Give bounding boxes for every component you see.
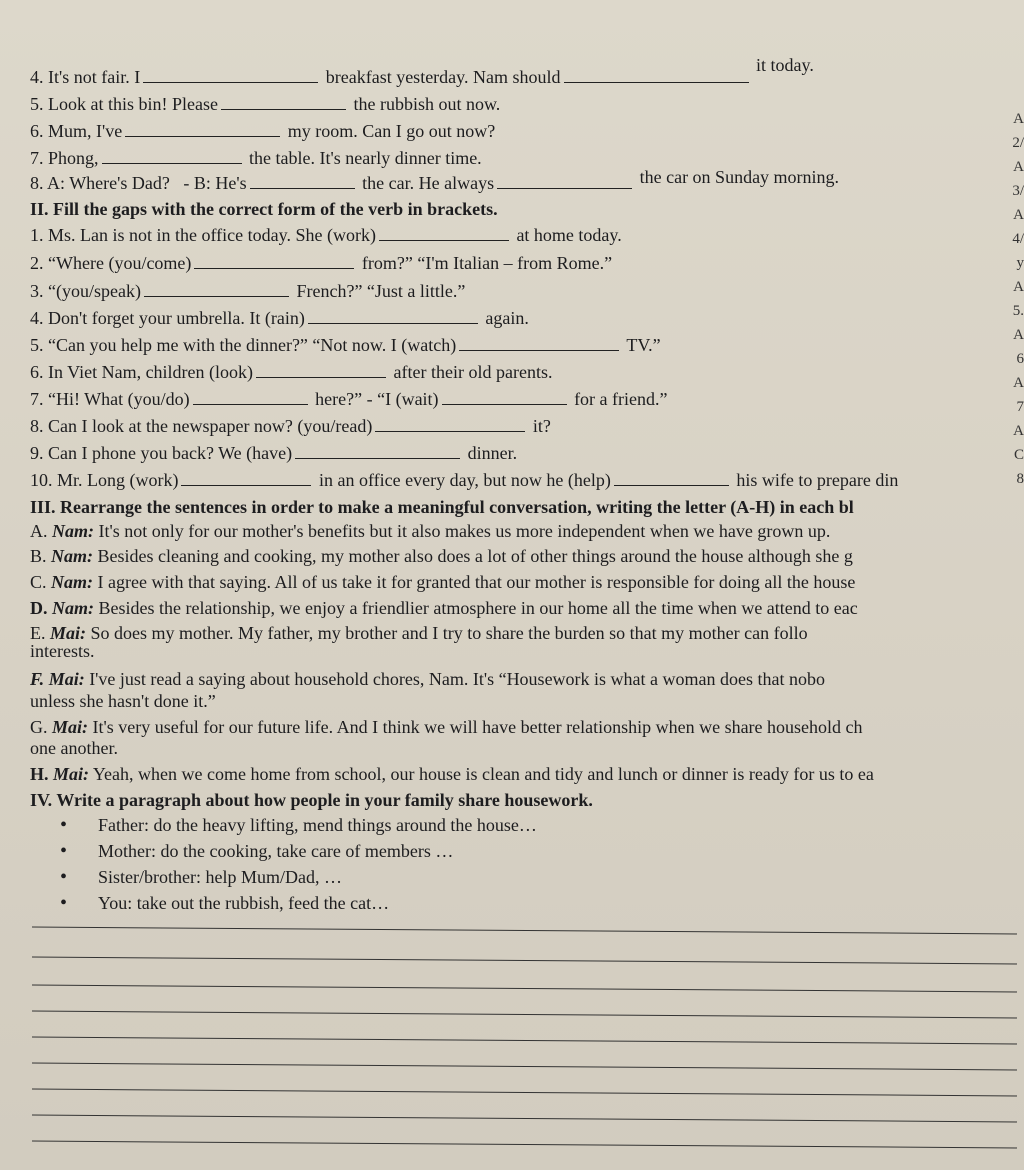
conversation-line-e-cont: interests. — [30, 641, 95, 661]
writing-line[interactable] — [32, 957, 1017, 965]
conversation-line-a: A. Nam: It's not only for our mother's benefits but it also makes us more independent when we have grown up. — [30, 521, 831, 541]
margin-letter: 7 — [1016, 399, 1024, 415]
exercise-2-item-1: 1. Ms. Lan is not in the office today. She (work) at home today. — [30, 225, 622, 245]
section-4-title: IV. Write a paragraph about how people in your family share housework. — [30, 790, 593, 810]
exercise-1-item-8: 8. A: Where's Dad? - B: He's the car. He always the car on Sunday morning. — [30, 167, 840, 193]
writing-line[interactable] — [32, 1063, 1017, 1071]
exercise-1-item-5: 5. Look at this bin! Please the rubbish out now. — [30, 94, 501, 114]
exercise-1-item-7: 7. Phong, the table. It's nearly dinner time. — [30, 148, 482, 168]
exercise-2-item-5: 5. “Can you help me with the dinner?” “Not now. I (watch) TV.” — [30, 335, 661, 355]
exercise-2-item-4: 4. Don't forget your umbrella. It (rain) again. — [30, 308, 529, 328]
margin-letter: 3/ — [1012, 183, 1024, 199]
conversation-line-d: D. Nam: Besides the relationship, we enjoy a friendlier atmosphere in our home all the time when we attend to eac — [30, 598, 858, 618]
margin-letter: 2/ — [1012, 135, 1024, 151]
exercise-2-item-6: 6. In Viet Nam, children (look) after their old parents. — [30, 362, 553, 382]
exercise-2-item-9: 9. Can I phone you back? We (have) dinner. — [30, 443, 518, 463]
answer-blank[interactable] — [250, 174, 355, 189]
answer-blank[interactable] — [102, 149, 242, 164]
margin-letter: 6 — [1016, 351, 1024, 367]
margin-letter: 8 — [1016, 471, 1024, 487]
answer-blank[interactable] — [181, 471, 311, 486]
exercise-2-item-8: 8. Can I look at the newspaper now? (you/read) it? — [30, 416, 551, 436]
hint-list — [60, 812, 960, 916]
margin-letter: A — [1013, 375, 1024, 391]
conversation-line-e: E. Mai: So does my mother. My father, my brother and I try to share the burden so that my mother can follo — [30, 623, 808, 643]
answer-blank[interactable] — [295, 444, 460, 459]
exercise-1-item-6: 6. Mum, I've my room. Can I go out now? — [30, 121, 496, 141]
answer-blank[interactable] — [379, 226, 509, 241]
answer-blank[interactable] — [442, 390, 567, 405]
conversation-line-f: F. Mai: I've just read a saying about household chores, Nam. It's “Housework is what a woman does that nobo — [30, 669, 826, 689]
answer-blank[interactable] — [221, 95, 346, 110]
conversation-line-b: B. Nam: Besides cleaning and cooking, my mother also does a lot of other things around the house although she g — [30, 546, 853, 566]
writing-line[interactable] — [32, 1141, 1017, 1149]
answer-blank[interactable] — [144, 282, 289, 297]
hint-item: • Sister/brother: help Mum/Dad, … — [60, 864, 960, 890]
conversation-line-c: C. Nam: I agree with that saying. All of us take it for granted that our mother is responsible for doing all the house — [30, 572, 856, 592]
answer-blank[interactable] — [497, 174, 632, 189]
writing-line[interactable] — [32, 1115, 1017, 1123]
answer-blank[interactable] — [614, 471, 729, 486]
exercise-2-item-10: 10. Mr. Long (work) in an office every day, but now he (help) his wife to prepare din — [30, 470, 899, 490]
margin-letter: y — [1016, 255, 1024, 271]
answer-blank[interactable] — [193, 390, 308, 405]
section-3-title: III. Rearrange the sentences in order to make a meaningful conversation, writing the letter (A-H) in each bl — [30, 497, 854, 517]
answer-blank[interactable] — [143, 68, 318, 83]
exercise-2-item-7: 7. “Hi! What (you/do) here?” - “I (wait) for a friend.” — [30, 389, 668, 409]
exercise-2-item-3: 3. “(you/speak) French?” “Just a little.” — [30, 281, 466, 301]
writing-line[interactable] — [32, 1011, 1017, 1019]
margin-letter: A — [1013, 327, 1024, 343]
margin-letter: A — [1013, 111, 1024, 127]
exercise-1-item-4: 4. It's not fair. I breakfast yesterday. Nam should it today. — [30, 55, 814, 87]
section-2-title: II. Fill the gaps with the correct form of the verb in brackets. — [30, 199, 498, 219]
conversation-line-h: H. Mai: Yeah, when we come home from school, our house is clean and tidy and lunch or dinner is ready for us to ea — [30, 764, 874, 784]
answer-blank[interactable] — [375, 417, 525, 432]
answer-blank[interactable] — [564, 68, 749, 83]
margin-letter: 4/ — [1012, 231, 1024, 247]
adjacent-page-edge — [1010, 100, 1024, 520]
writing-line[interactable] — [32, 1089, 1017, 1097]
margin-letter: 5. — [1012, 303, 1024, 319]
conversation-line-f-cont: unless she hasn't done it.” — [30, 691, 216, 711]
answer-blank[interactable] — [194, 254, 354, 269]
answer-blank[interactable] — [256, 363, 386, 378]
hint-item: • Mother: do the cooking, take care of members … — [60, 838, 960, 864]
margin-letter: A — [1013, 159, 1024, 175]
hint-item: • Father: do the heavy lifting, mend things around the house… — [60, 812, 960, 838]
hint-item: • You: take out the rubbish, feed the cat… — [60, 890, 960, 916]
margin-letter: A — [1013, 207, 1024, 223]
exercise-2-item-2: 2. “Where (you/come) from?” “I'm Italian – from Rome.” — [30, 253, 613, 273]
writing-line[interactable] — [32, 985, 1017, 993]
writing-line[interactable] — [32, 1037, 1017, 1045]
answer-blank[interactable] — [125, 122, 280, 137]
conversation-line-g: G. Mai: It's very useful for our future life. And I think we will have better relationship when we share household ch — [30, 717, 863, 737]
answer-blank[interactable] — [459, 336, 619, 351]
margin-letter: C — [1013, 447, 1024, 463]
conversation-line-g-cont: one another. — [30, 738, 118, 758]
writing-line[interactable] — [32, 927, 1017, 935]
answer-blank[interactable] — [308, 309, 478, 324]
margin-letter: A — [1013, 423, 1024, 439]
margin-letter: A — [1013, 279, 1024, 295]
